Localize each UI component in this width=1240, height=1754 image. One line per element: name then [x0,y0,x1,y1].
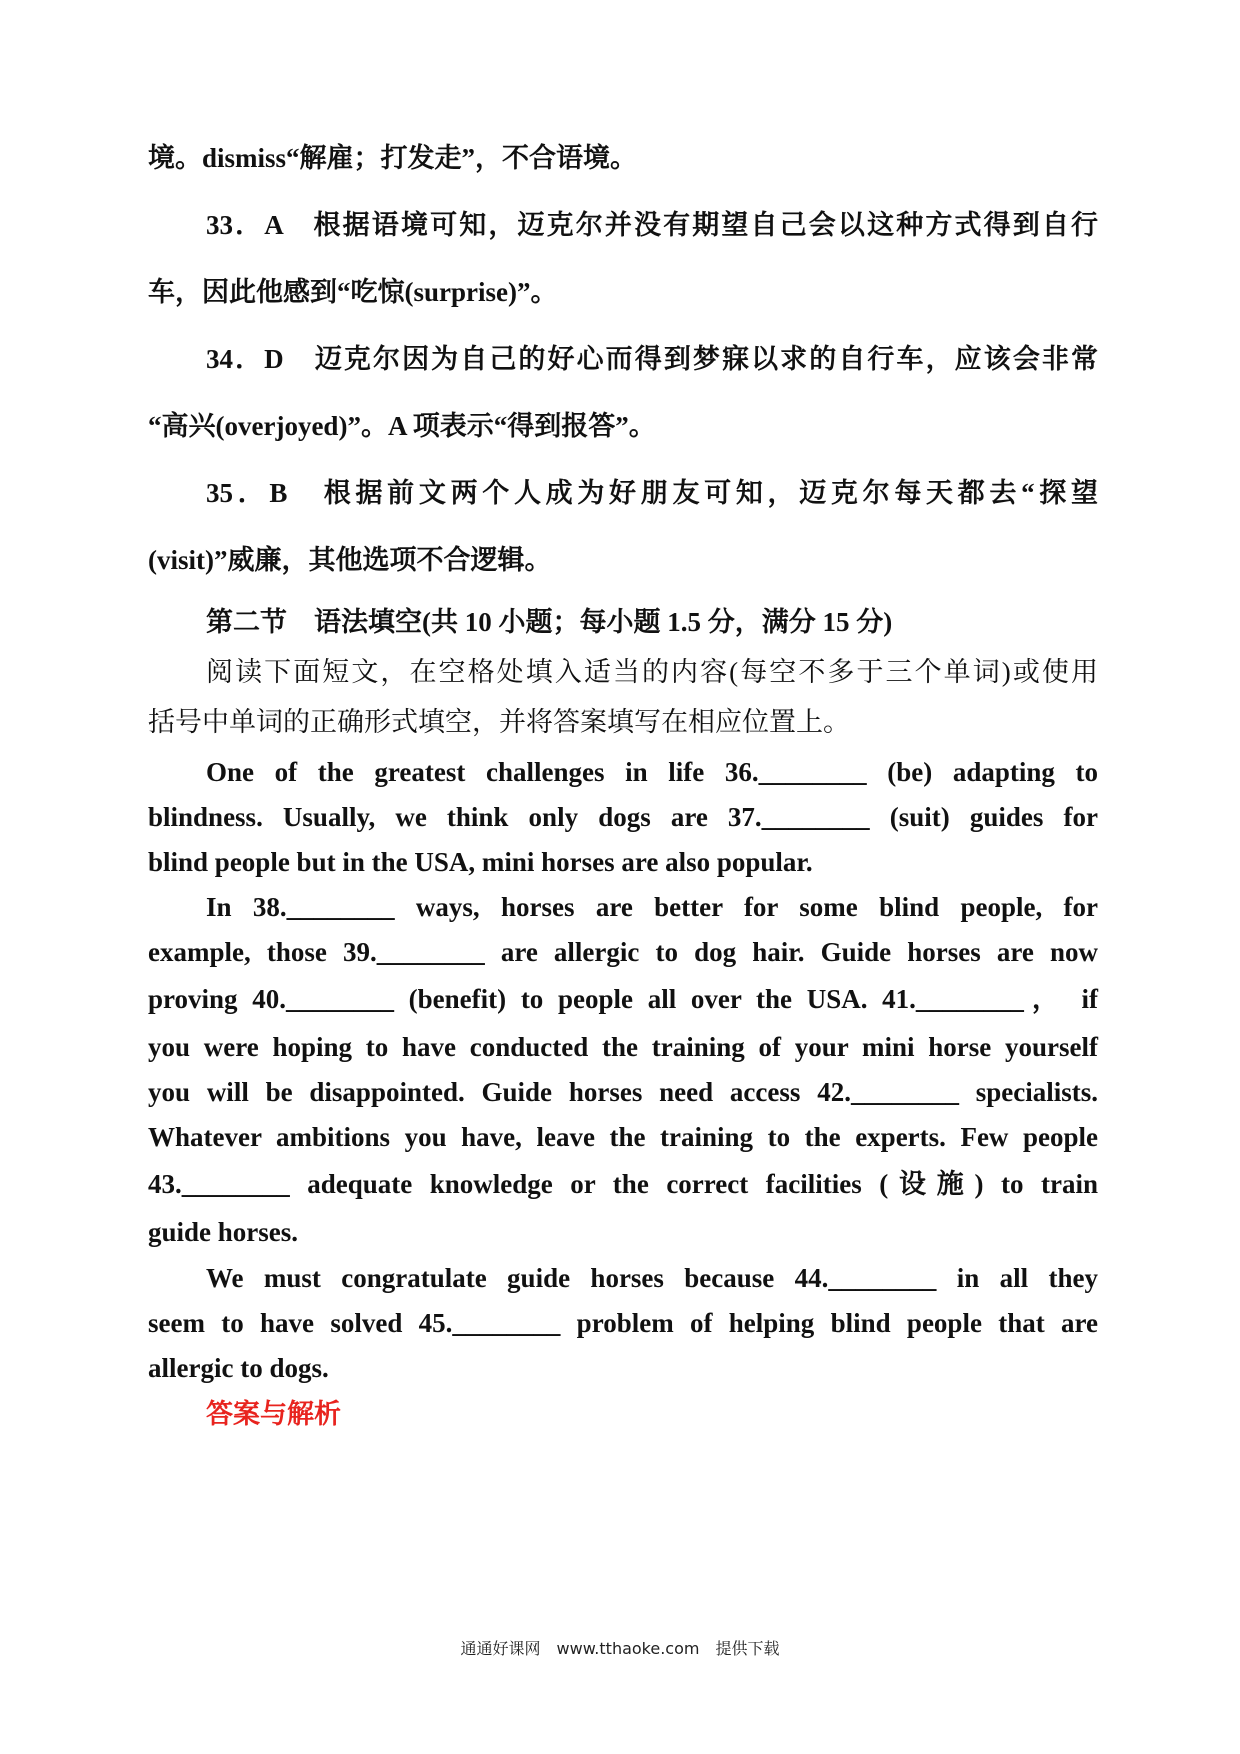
passage-line: example, those 39.________ are allergic to dog hair. Guide horses are now [148,937,1098,967]
answer-34: 34．D 迈克尔因为自己的好心而得到梦寐以求的自行车，应该会非常 [206,344,1098,374]
explanation-line: “高兴(overjoyed)”。A 项表示“得到报答”。 [148,411,656,441]
passage-line: One of the greatest challenges in life 36.________ (be) adapting to [206,757,1098,787]
explanation-line: 车，因此他感到“吃惊(surprise)”。 [148,277,558,307]
passage-line: In 38.________ ways, horses are better for some blind people, for [206,892,1098,922]
passage-line: blindness. Usually, we think only dogs are 37.________ (suit) guides for [148,802,1098,832]
footer-text: 通通好课网 www.tthaoke.com 提供下载 [460,1639,780,1658]
passage-line: you will be disappointed. Guide horses need access 42.________ specialists. [148,1077,1098,1107]
instructions-line: 括号中单词的正确形式填空，并将答案填写在相应位置上。 [148,707,850,737]
passage-line: blind people but in the USA, mini horses are also popular. [148,847,813,877]
passage-line: allergic to dogs. [148,1353,329,1383]
passage-line: seem to have solved 45.________ problem of helping blind people that are [148,1308,1098,1338]
answer-35: 35．B 根据前文两个人成为好朋友可知，迈克尔每天都去“探望 [206,478,1098,508]
explanation-line: (visit)”威廉，其他选项不合逻辑。 [148,545,552,575]
passage-line: Whatever ambitions you have, leave the training to the experts. Few people [148,1122,1098,1152]
answer-33: 33．A 根据语境可知，迈克尔并没有期望自己会以这种方式得到自行 [206,210,1098,240]
passage-line: We must congratulate guide horses because 44.________ in all they [206,1263,1098,1293]
passage-line: you were hoping to have conducted the training of your mini horse yourself [148,1032,1098,1062]
passage-line: guide horses. [148,1217,299,1247]
passage-line: 43.________ adequate knowledge or the correct facilities (设施) to train [148,1169,1098,1199]
answer-heading: 答案与解析 [206,1399,341,1429]
explanation-line: 境。dismiss“解雇；打发走”，不合语境。 [148,143,638,173]
passage-line: proving 40.________ (benefit) to people all over the USA. 41.________， if [148,984,1098,1014]
section-heading: 第二节 语法填空(共 10 小题；每小题 1.5 分，满分 15 分) [206,607,893,637]
instructions-line: 阅读下面短文，在空格处填入适当的内容(每空不多于三个单词)或使用 [206,657,1098,687]
